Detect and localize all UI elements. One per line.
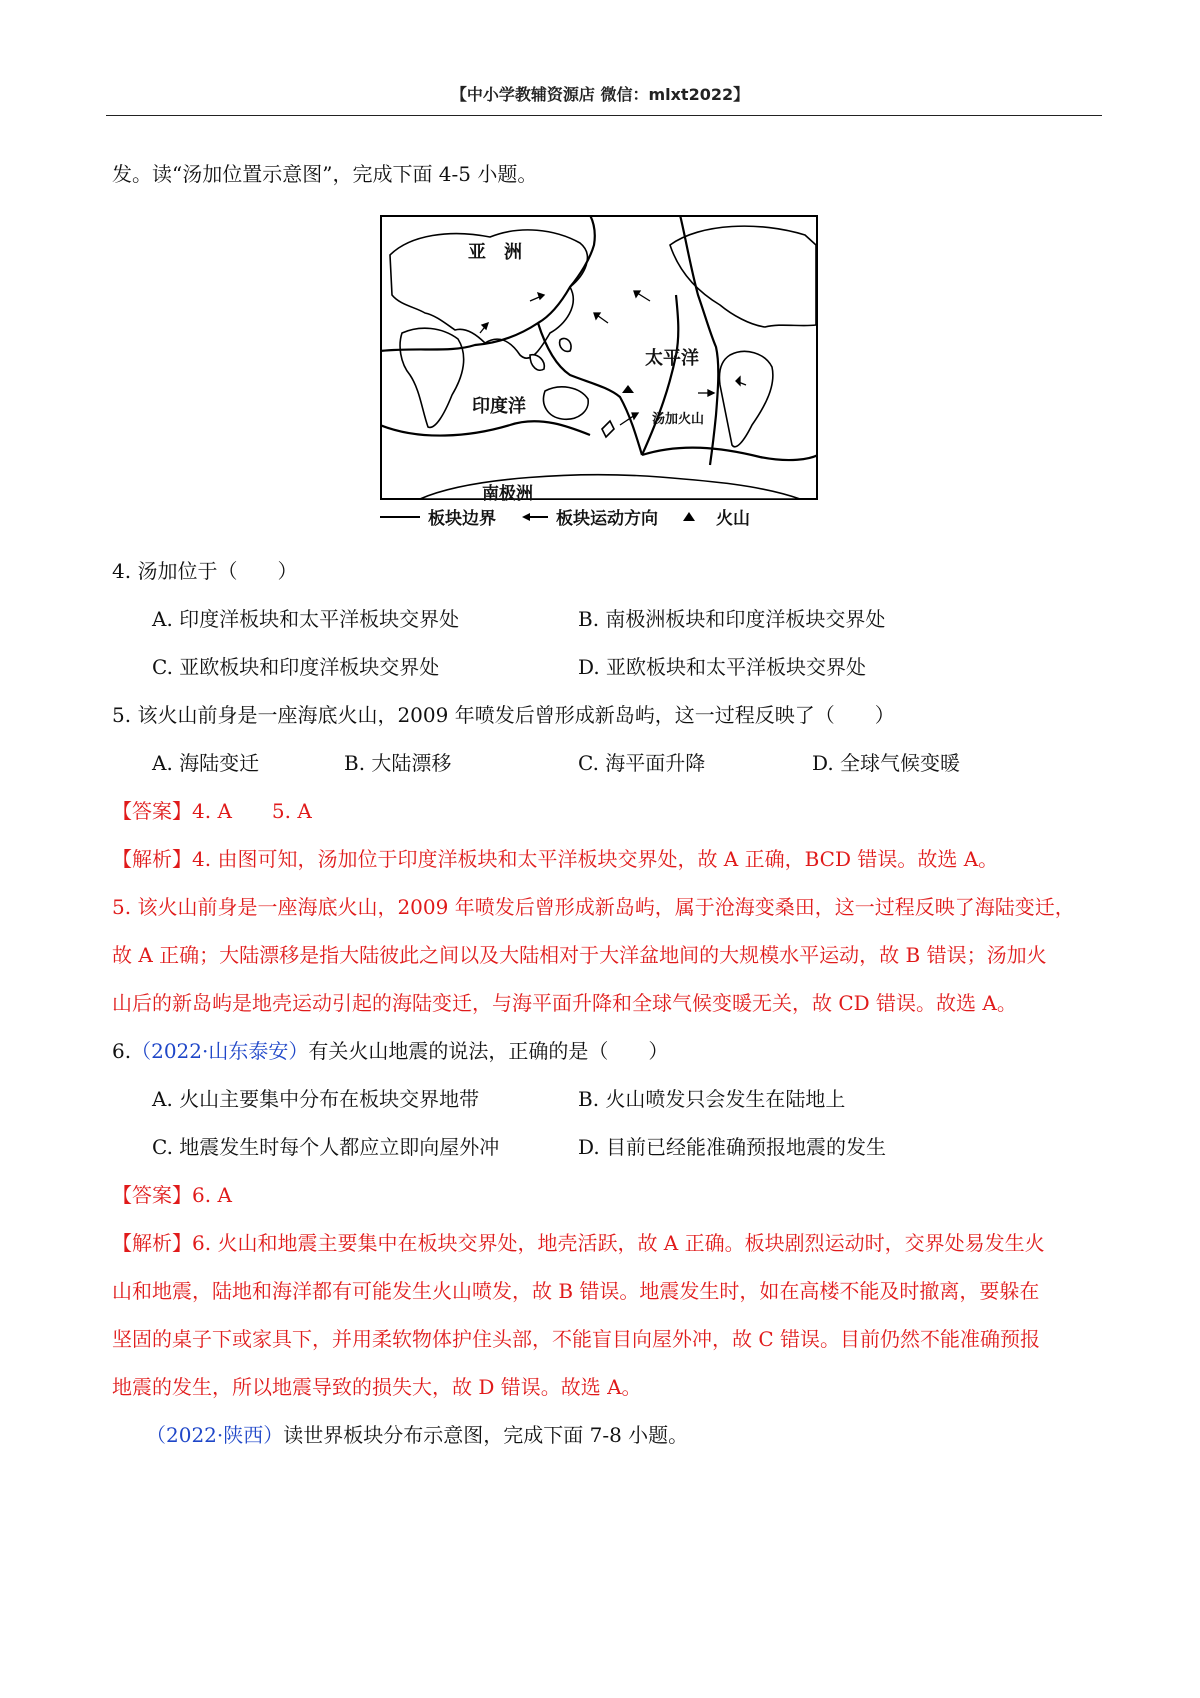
analysis-4-line1	[112, 845, 998, 873]
analysis-text: 4. 由图可知，汤加位于印度洋板块和太平洋板块交界处，故 A 正确，BCD 错误。故选 A。	[192, 847, 999, 871]
q4-option-d: D. 亚欧板块和太平洋板块交界处	[578, 655, 867, 679]
map-label-pacific: 太平洋	[645, 348, 699, 369]
analysis-6-line3: 坚固的桌子下或家具下，并用柔软物体护住头部，不能盲目向屋外冲，故 C 错误。目前仍然不能准确预报	[112, 1327, 1041, 1351]
boundary-line-icon	[380, 515, 420, 519]
q6-option-d: D. 目前已经能准确预报地震的发生	[578, 1135, 887, 1159]
analysis-6-line4: 地震的发生，所以地震导致的损失大，故 D 错误。故选 A。	[112, 1375, 642, 1399]
q5-option-a: A. 海陆变迁	[152, 751, 260, 775]
q5-option-c: C. 海平面升降	[578, 751, 706, 775]
analysis-5-line3: 山后的新岛屿是地壳运动引起的海陆变迁，与海平面升降和全球气候变暖无关，故 CD 错误。故选 A。	[112, 991, 1017, 1015]
q4-stem: 4. 汤加位于（ ）	[112, 559, 298, 583]
analysis-5-line1: 5. 该火山前身是一座海底火山，2009 年喷发后曾形成新岛屿，属于沧海变桑田，这一过程反映了海陆变迁，	[112, 895, 1075, 919]
legend-direction: 板块运动方向	[556, 509, 658, 529]
answer-label: 【答案】	[112, 1183, 192, 1207]
q6-stem	[112, 1037, 668, 1065]
intro-text: 发。读“汤加位置示意图”，完成下面 4-5 小题。	[112, 162, 538, 186]
q5-option-b: B. 大陆漂移	[344, 751, 452, 775]
q5-stem: 5. 该火山前身是一座海底火山，2009 年喷发后曾形成新岛屿，这一过程反映了（ ）	[112, 703, 895, 727]
q6-number: 6.	[112, 1039, 132, 1063]
analysis-5-line2: 故 A 正确；大陆漂移是指大陆彼此之间以及大陆相对于大洋盆地间的大规模水平运动，故 B 错误；汤加火	[112, 943, 1047, 967]
analysis-6-line2: 山和地震，陆地和海洋都有可能发生火山喷发，故 B 错误。地震发生时，如在高楼不能及时撤离，要躲在	[112, 1279, 1040, 1303]
q4-option-a: A. 印度洋板块和太平洋板块交界处	[152, 607, 460, 631]
header-divider	[106, 115, 1102, 116]
map-label-antarctica: 南极洲	[482, 484, 533, 504]
q5-option-d: D. 全球气候变暖	[812, 751, 961, 775]
next-text: 读世界板块分布示意图，完成下面 7-8 小题。	[283, 1423, 689, 1447]
q6-option-c: C. 地震发生时每个人都应立即向屋外冲	[152, 1135, 500, 1159]
analysis-label: 【解析】	[112, 1231, 192, 1255]
next-intro	[146, 1421, 688, 1449]
map-label-asia: 亚 洲	[468, 242, 522, 263]
q6-stem-text: 有关火山地震的说法，正确的是（ ）	[308, 1039, 669, 1063]
legend-volcano: 火山	[716, 509, 750, 529]
analysis-label: 【解析】	[112, 847, 192, 871]
analysis-text: 6. 火山和地震主要集中在板块交界处，地壳活跃，故 A 正确。板块剧烈运动时，交界处易发生火	[192, 1231, 1045, 1255]
q4-option-c: C. 亚欧板块和印度洋板块交界处	[152, 655, 440, 679]
q6-source: （2022·山东泰安）	[131, 1039, 309, 1063]
map-legend	[380, 504, 818, 532]
q6-option-b: B. 火山喷发只会发生在陆地上	[578, 1087, 846, 1111]
map-label-indian: 印度洋	[472, 396, 526, 417]
map-label-tonga: 汤加火山	[652, 412, 705, 427]
page-header: 【中小学教辅资源店 微信：mlxt2022】	[450, 85, 750, 104]
analysis-6-line1	[112, 1229, 1045, 1257]
q6-option-a: A. 火山主要集中分布在板块交界地带	[152, 1087, 480, 1111]
tonga-location-map	[380, 215, 818, 500]
legend-boundary: 板块边界	[428, 509, 496, 529]
answer-4-5	[112, 797, 312, 825]
next-source: （2022·陕西）	[146, 1423, 284, 1447]
answer-text: 6. A	[192, 1183, 232, 1207]
arrow-left-icon	[522, 510, 548, 524]
q4-option-b: B. 南极洲板块和印度洋板块交界处	[578, 607, 886, 631]
answer-6	[112, 1181, 232, 1209]
answer-text: 4. A 5. A	[192, 799, 312, 823]
answer-label: 【答案】	[112, 799, 192, 823]
volcano-icon	[682, 510, 696, 522]
